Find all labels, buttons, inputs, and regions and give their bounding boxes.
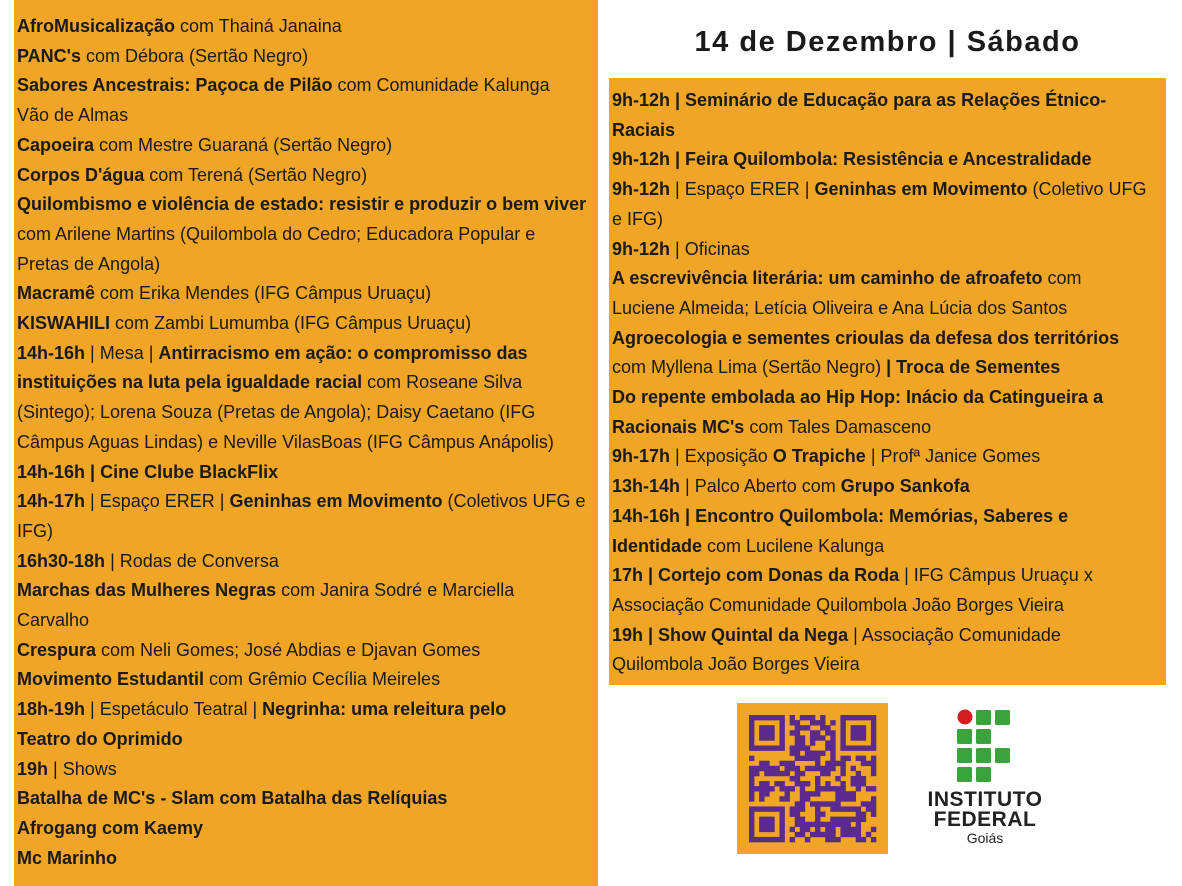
schedule-text: Luciene Almeida; Letícia Oliveira e Ana Lúcia dos Santos [612, 297, 1068, 318]
schedule-bold-text: Negrinha: uma releitura pelo [262, 699, 507, 720]
schedule-text: | IFG Câmpus Uruaçu x [899, 565, 1093, 586]
schedule-text: Carvalho [17, 610, 90, 631]
schedule-line [17, 576, 594, 606]
schedule-bold-text: Mc Marinho [17, 847, 118, 868]
schedule-line [17, 695, 594, 725]
schedule-text: | Espaço ERER | [670, 179, 815, 200]
schedule-text: com Myllena Lima (Sertão Negro) [612, 357, 887, 378]
schedule-bold-text: Movimento Estudantil [17, 669, 205, 690]
schedule-line [612, 264, 1162, 294]
schedule-line [612, 294, 1162, 324]
schedule-line [17, 279, 594, 309]
qr-code[interactable] [737, 703, 888, 854]
schedule-text: com Comunidade Kalunga [332, 75, 550, 96]
schedule-bold-text: 14h-16h | Encontro Quilombola: Memórias, Saberes e [612, 505, 1069, 526]
schedule-line [17, 220, 594, 250]
schedule-bold-text: Marchas das Mulheres Negras [17, 580, 277, 601]
date-title: 14 de Dezembro | Sábado [694, 26, 1081, 58]
schedule-panel-right [609, 78, 1166, 685]
schedule-text: | Exposição [670, 446, 773, 467]
schedule-bold-text: | Troca de Sementes [886, 357, 1061, 378]
schedule-line [612, 175, 1162, 205]
schedule-bold-text: Capoeira [17, 134, 95, 155]
schedule-bold-text: Agroecologia e sementes crioulas da defesa dos territórios [612, 327, 1120, 348]
schedule-text: com [1042, 268, 1082, 289]
schedule-bold-text: 9h-17h [612, 446, 671, 467]
schedule-text: | Palco Aberto com [680, 476, 841, 497]
schedule-line [17, 250, 594, 280]
schedule-bold-text: Quilombismo e violência de estado: resistir e produzir o bem viver [17, 194, 587, 215]
qr-code-image [737, 703, 888, 854]
schedule-text: Pretas de Angola) [17, 253, 161, 274]
schedule-bold-text: instituições na luta pela igualdade racial [17, 372, 363, 393]
schedule-text: com Zambi Lumumba (IFG Câmpus Uruaçu) [110, 313, 472, 334]
schedule-text: Associação Comunidade Quilombola João Borges Vieira [612, 594, 1064, 615]
schedule-bold-text: Teatro do Oprimido [17, 728, 183, 749]
schedule-line [17, 755, 594, 785]
logo-text-instituto: INSTITUTO [927, 788, 1043, 811]
instituto-federal-logo [925, 708, 1045, 853]
schedule-line [17, 131, 594, 161]
schedule-text: | Espaço ERER | [85, 491, 230, 512]
schedule-line [612, 353, 1162, 383]
schedule-line [17, 339, 594, 369]
schedule-line [17, 547, 594, 577]
schedule-text: Câmpus Aguas Lindas) e Neville VilasBoas (IFG Câmpus Anápolis) [17, 431, 554, 452]
schedule-bold-text: O Trapiche [772, 446, 866, 467]
schedule-bold-text: Raciais [612, 119, 676, 140]
schedule-bold-text: Racionais MC's [612, 416, 745, 437]
schedule-line [612, 413, 1162, 443]
schedule-text: com Débora (Sertão Negro) [80, 45, 309, 66]
schedule-text: com Neli Gomes; José Abdias e Djavan Gomes [96, 639, 481, 660]
schedule-text: | Profª Janice Gomes [865, 446, 1041, 467]
schedule-bold-text: A escrevivência literária: um caminho de afroafeto [612, 268, 1043, 289]
schedule-line [612, 650, 1162, 680]
schedule-bold-text: Afrogang com Kaemy [17, 817, 204, 838]
schedule-bold-text: Macramê [17, 283, 96, 304]
schedule-text: com Arilene Martins (Quilombola do Cedro; Educadora Popular e [17, 223, 536, 244]
schedule-line [612, 442, 1162, 472]
schedule-line [17, 71, 594, 101]
schedule-line [612, 116, 1162, 146]
schedule-bold-text: 14h-16h | Cine Clube BlackFlix [17, 461, 279, 482]
schedule-text: com Grêmio Cecília Meireles [204, 669, 441, 690]
schedule-text: com Tales Damasceno [744, 416, 932, 437]
schedule-line [17, 42, 594, 72]
schedule-bold-text: 9h-12h [612, 179, 671, 200]
schedule-line [17, 368, 594, 398]
schedule-text: (Sintego); Lorena Souza (Pretas de Angola); Daisy Caetano (IFG [17, 402, 536, 423]
schedule-line [612, 532, 1162, 562]
schedule-text: | Associação Comunidade [848, 624, 1061, 645]
schedule-line [612, 383, 1162, 413]
schedule-text: com Janira Sodré e Marciella [276, 580, 515, 601]
schedule-text: e IFG) [612, 208, 664, 229]
schedule-bold-text: Identidade [612, 535, 703, 556]
schedule-text: | Mesa | [85, 342, 159, 363]
schedule-line [612, 86, 1162, 116]
schedule-line [17, 161, 594, 191]
schedule-line [612, 472, 1162, 502]
schedule-bold-text: 19h | Show Quintal da Nega [612, 624, 849, 645]
schedule-bold-text: Geninhas em Movimento [229, 491, 443, 512]
schedule-bold-text: Crespura [17, 639, 97, 660]
schedule-bold-text: 16h30-18h [17, 550, 106, 571]
schedule-bold-text: Corpos D'água [17, 164, 145, 185]
schedule-line [17, 101, 594, 131]
schedule-line [17, 428, 594, 458]
schedule-line [612, 502, 1162, 532]
schedule-bold-text: 14h-17h [17, 491, 86, 512]
schedule-line [17, 784, 594, 814]
schedule-bold-text: Grupo Sankofa [840, 476, 970, 497]
schedule-text: | Oficinas [670, 238, 750, 259]
schedule-text: Quilombola João Borges Vieira [612, 654, 860, 675]
schedule-text: | Rodas de Conversa [105, 550, 279, 571]
schedule-line [17, 458, 594, 488]
schedule-line [17, 665, 594, 695]
schedule-panel-left [14, 0, 598, 886]
schedule-text: com Roseane Silva [362, 372, 523, 393]
schedule-line [612, 145, 1162, 175]
schedule-text: (Coletivo UFG [1027, 179, 1147, 200]
schedule-line [612, 205, 1162, 235]
schedule-line [17, 725, 594, 755]
if-logo-mark-icon [925, 708, 1045, 788]
schedule-text: (Coletivos UFG e [442, 491, 586, 512]
schedule-bold-text: AfroMusicalização [17, 16, 176, 36]
schedule-bold-text: 18h-19h [17, 699, 86, 720]
schedule-bold-text: KISWAHILI [17, 313, 110, 334]
schedule-bold-text: 19h [17, 758, 49, 779]
schedule-line [17, 814, 594, 844]
schedule-line [17, 606, 594, 636]
schedule-line [17, 517, 594, 547]
schedule-bold-text: Do repente embolada ao Hip Hop: Inácio da Catingueira a [612, 387, 1104, 408]
schedule-bold-text: Batalha de MC's - Slam com Batalha das Relíquias [17, 788, 448, 809]
schedule-bold-text: 9h-12h | Seminário de Educação para as Relações Étnico- [612, 90, 1107, 110]
schedule-line [17, 190, 594, 220]
schedule-line [17, 12, 594, 42]
schedule-text: | Shows [48, 758, 117, 779]
schedule-line [612, 235, 1162, 265]
schedule-text: com Thainá Janaina [175, 16, 342, 36]
schedule-text: com Lucilene Kalunga [702, 535, 885, 556]
schedule-bold-text: Antirracismo em ação: o compromisso das [158, 342, 528, 363]
schedule-line [17, 636, 594, 666]
schedule-text: com Terená (Sertão Negro) [144, 164, 368, 185]
schedule-text: | Espetáculo Teatral | [85, 699, 263, 720]
schedule-bold-text: 13h-14h [612, 476, 681, 497]
schedule-text: com Mestre Guaraná (Sertão Negro) [94, 134, 393, 155]
logo-text-federal: FEDERAL [933, 808, 1037, 831]
schedule-bold-text: 9h-12h | Feira Quilombola: Resistência e Ancestralidade [612, 149, 1092, 170]
schedule-bold-text: 14h-16h [17, 342, 86, 363]
schedule-text: Vão de Almas [17, 105, 129, 126]
schedule-line [17, 844, 594, 874]
schedule-text: com Erika Mendes (IFG Câmpus Uruaçu) [95, 283, 432, 304]
schedule-line [17, 309, 594, 339]
schedule-line [612, 591, 1162, 621]
schedule-bold-text: PANC's [17, 45, 81, 66]
schedule-bold-text: Sabores Ancestrais: Paçoca de Pilão [17, 75, 333, 96]
schedule-bold-text: 17h | Cortejo com Donas da Roda [612, 565, 900, 586]
schedule-bold-text: Geninhas em Movimento [814, 179, 1028, 200]
logo-text-goias: Goiás [966, 830, 1004, 846]
schedule-line [612, 324, 1162, 354]
schedule-text: IFG) [17, 520, 53, 541]
schedule-line [17, 398, 594, 428]
schedule-bold-text: 9h-12h [612, 238, 671, 259]
schedule-line [612, 621, 1162, 651]
schedule-line [612, 561, 1162, 591]
schedule-line [17, 487, 594, 517]
